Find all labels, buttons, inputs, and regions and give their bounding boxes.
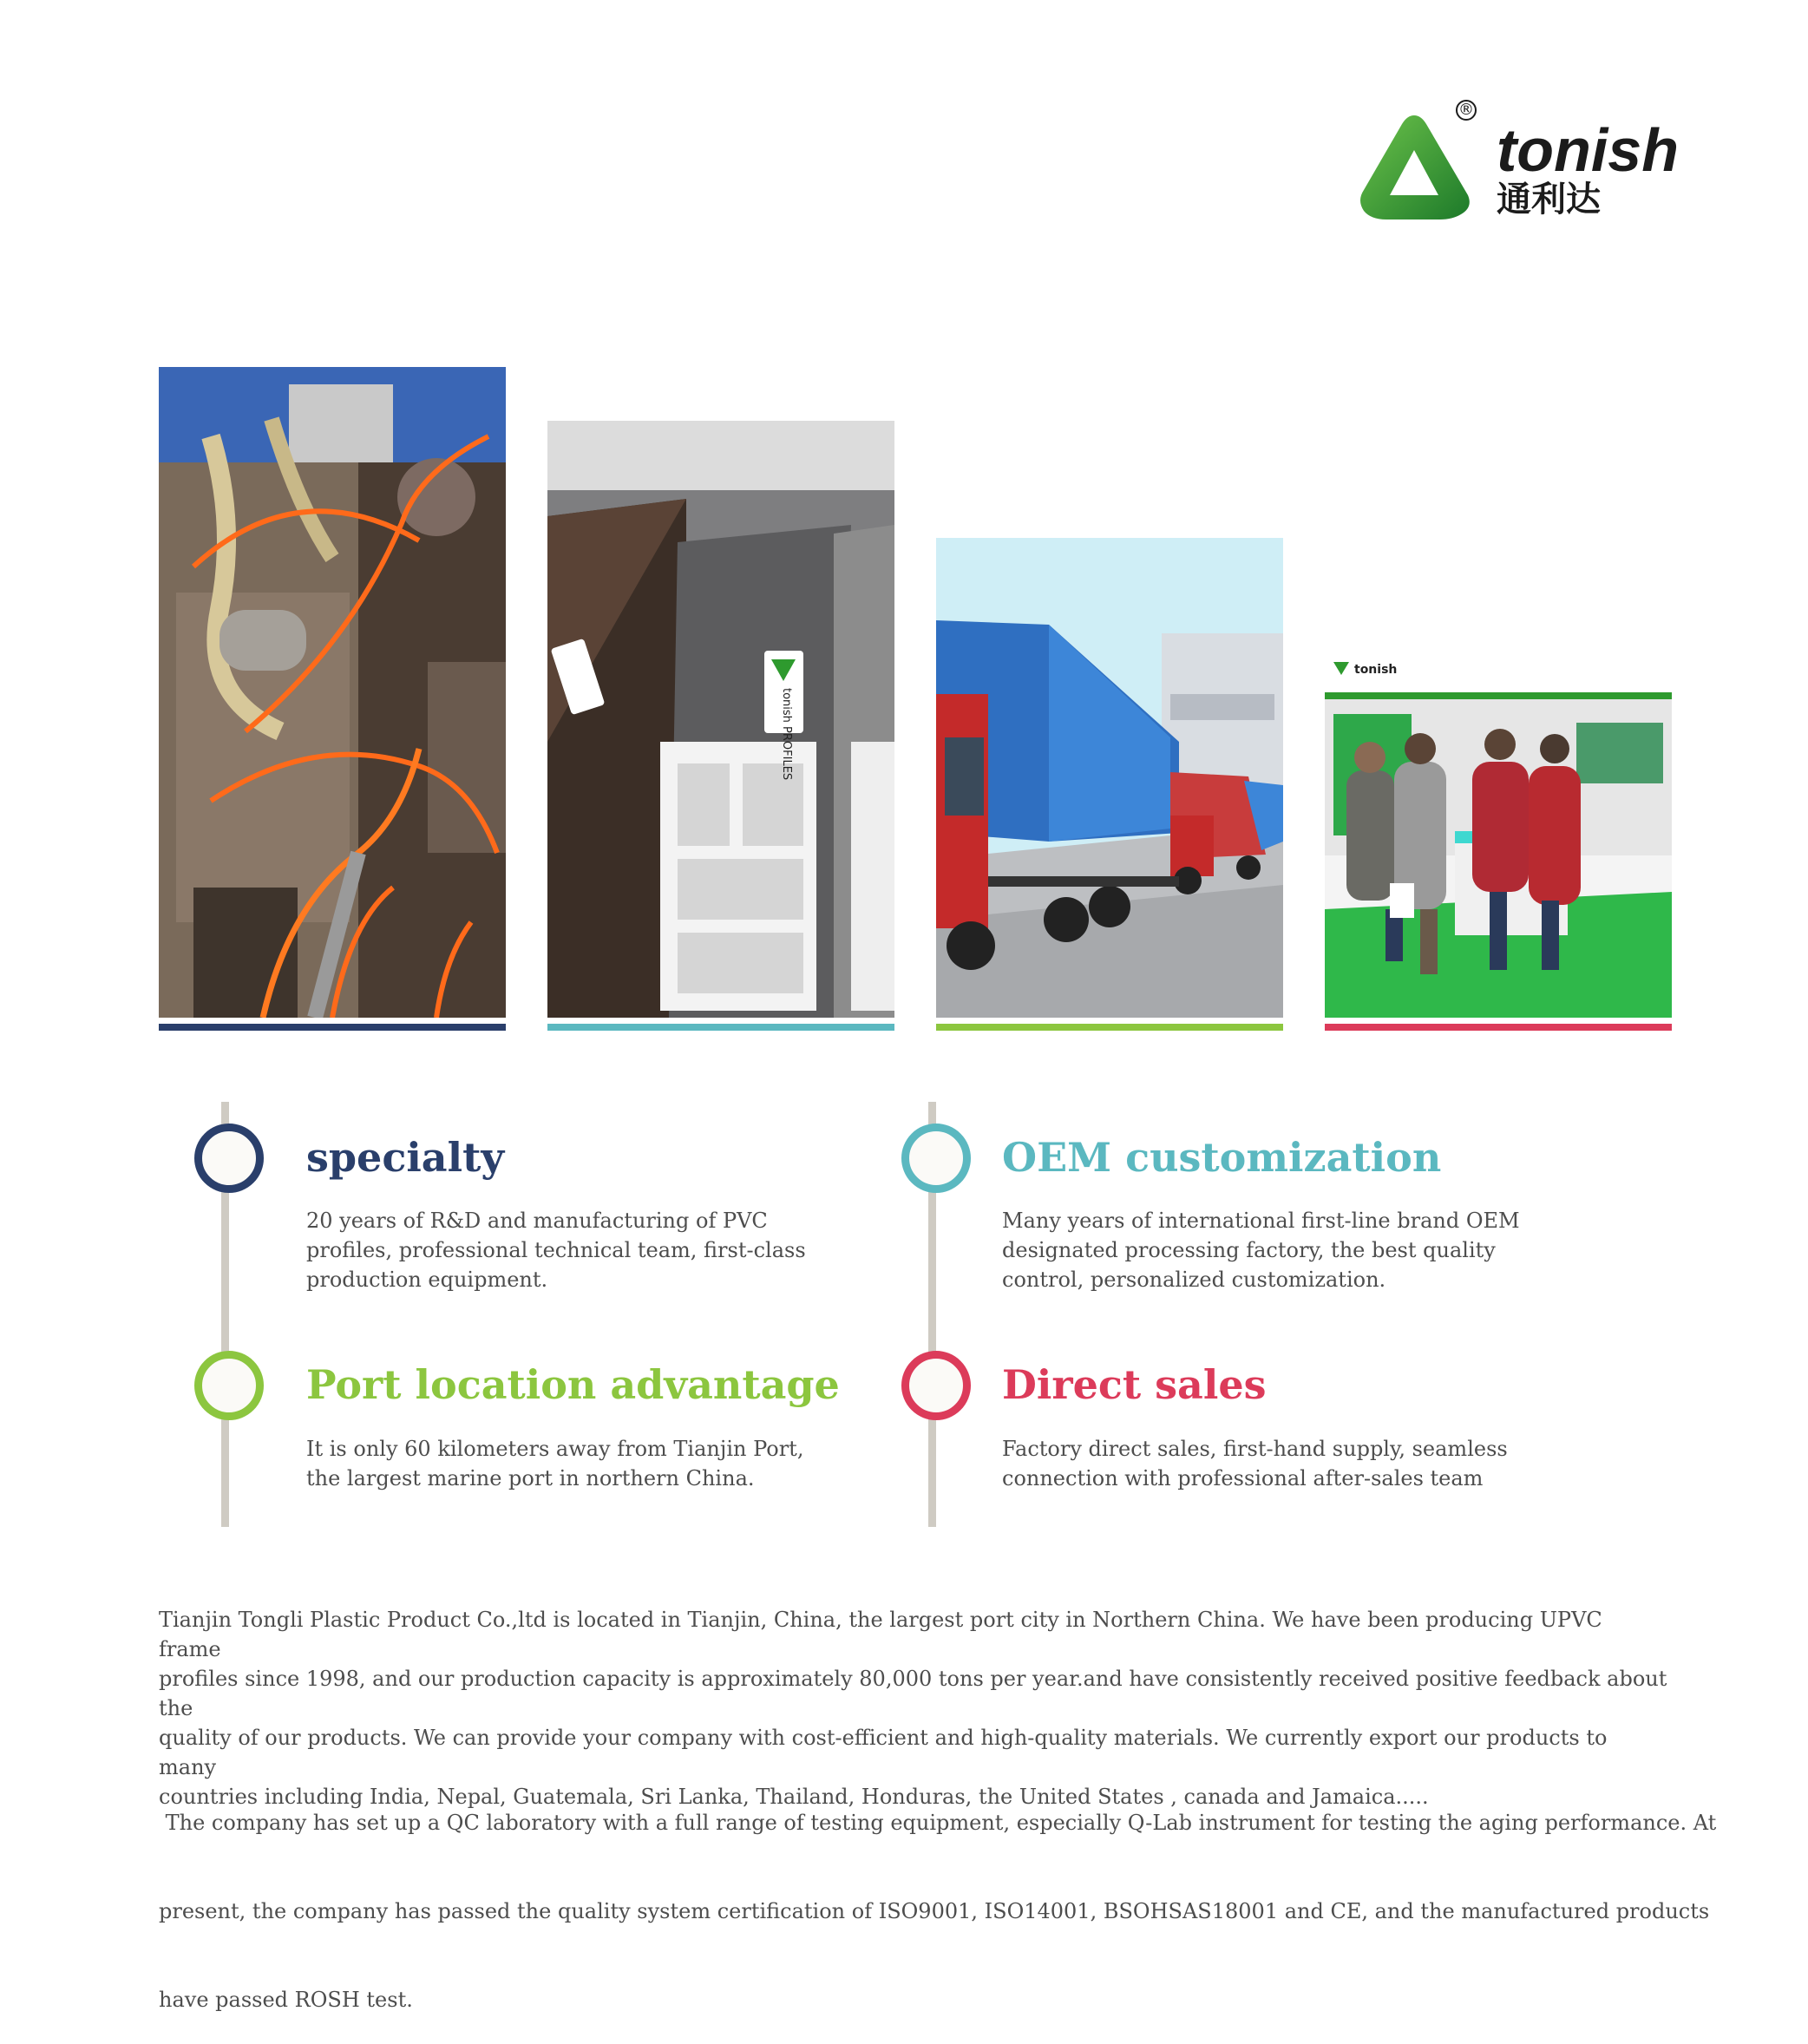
production-line-underline [159, 1024, 506, 1031]
feature-title-oem: OEM customization [1002, 1134, 1442, 1181]
container-trucks-photo [936, 538, 1283, 1018]
specialty-ring-icon [194, 1124, 264, 1193]
feature-desc-line: designated processing factory, the best quality [1002, 1238, 1496, 1262]
brand-chinese-name: 通利达 [1497, 180, 1601, 219]
feature-title-direct-sales: Direct sales [1002, 1361, 1267, 1408]
port-ring-icon [194, 1351, 264, 1420]
exhibition-booth-underline [1325, 1024, 1672, 1031]
feature-desc-direct-sales [1002, 1434, 1592, 1493]
registered-mark: ® [1456, 100, 1477, 121]
profile-label-text: tonish PROFILES [780, 688, 793, 781]
feature-desc-line: production equipment. [306, 1268, 548, 1292]
feature-title-specialty: specialty [306, 1134, 505, 1181]
feature-desc-line: 20 years of R&D and manufacturing of PVC [306, 1209, 768, 1233]
feature-desc-line: the largest marine port in northern China. [306, 1466, 755, 1490]
direct-sales-ring-icon [901, 1351, 971, 1420]
booth-sign-text: tonish [1354, 663, 1398, 677]
paragraph-line: have passed ROSH test. [159, 1988, 413, 2012]
brand-name: tonish [1497, 116, 1679, 184]
feature-desc-line: profiles, professional technical team, first-class [306, 1238, 806, 1262]
paragraph-line: countries including India, Nepal, Guatemala, Sri Lanka, Thailand, Honduras, the United States , canada and Jamaica..... [159, 1785, 1429, 1809]
quality-certification-paragraph [159, 1749, 1717, 2044]
feature-desc-port [306, 1434, 861, 1493]
feature-desc-line: Factory direct sales, first-hand supply, seamless [1002, 1437, 1508, 1461]
tonish-triangle-logo-icon [1353, 108, 1475, 230]
paragraph-line: quality of our products. We can provide your company with cost-efficient and high-quality materials. We currently export our products to many [159, 1726, 1608, 1779]
container-trucks-underline [936, 1024, 1283, 1031]
pvc-profiles-underline [547, 1024, 894, 1031]
feature-desc-line: control, personalized customization. [1002, 1268, 1386, 1292]
paragraph-line: The company has set up a QC laboratory with a full range of testing equipment, especially Q-Lab instrument for testing the aging performance. At [159, 1811, 1717, 1835]
oem-ring-icon [901, 1124, 971, 1193]
feature-desc-specialty [306, 1206, 861, 1294]
feature-desc-line: connection with professional after-sales team [1002, 1466, 1484, 1490]
pvc-profiles-photo [547, 421, 894, 1018]
feature-title-port: Port location advantage [306, 1361, 840, 1408]
paragraph-line: present, the company has passed the quality system certification of ISO9001, ISO14001, BSOHSAS18001 and CE, and the manufactured products [159, 1899, 1710, 1923]
paragraph-line: profiles since 1998, and our production capacity is approximately 80,000 tons per year.and have consistently received positive feedback about the [159, 1667, 1667, 1720]
feature-desc-line: Many years of international first-line brand OEM [1002, 1209, 1520, 1233]
feature-desc-line: It is only 60 kilometers away from Tianjin Port, [306, 1437, 804, 1461]
brand-logo [1353, 95, 1683, 234]
feature-desc-oem [1002, 1206, 1592, 1294]
paragraph-line: Tianjin Tongli Plastic Product Co.,ltd is located in Tianjin, China, the largest port city in Northern China. We have been producing UPVC frame [159, 1608, 1602, 1661]
production-line-photo [159, 367, 506, 1018]
exhibition-booth-photo [1325, 649, 1672, 1018]
